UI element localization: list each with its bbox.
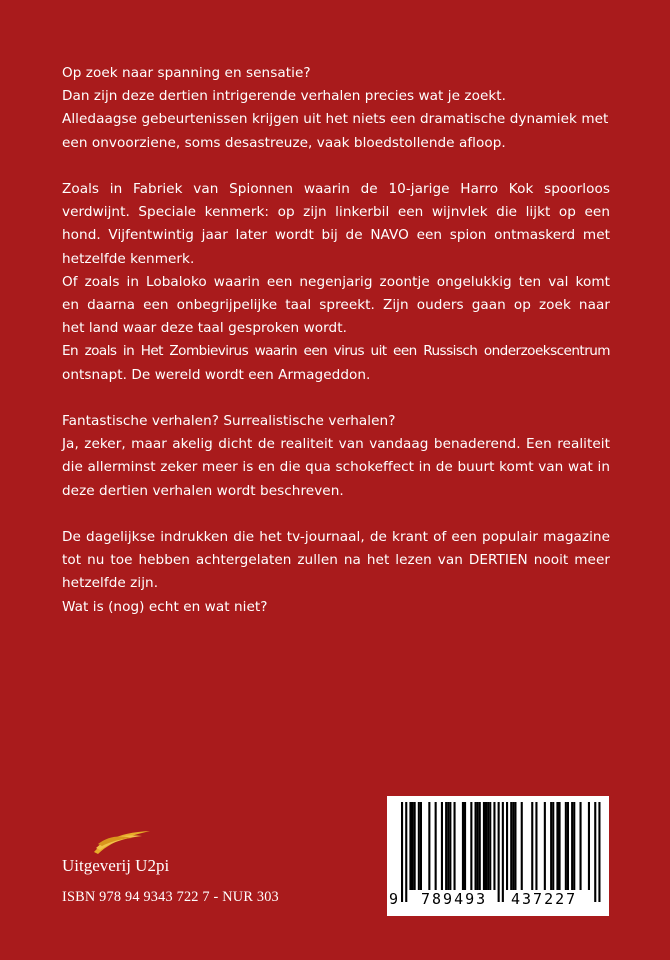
barcode-first-digit: 9 <box>389 890 399 908</box>
isbn-nur-line: ISBN 978 94 9343 722 7 - NUR 303 <box>62 889 279 905</box>
blurb-line: verdwijnt. Speciale kenmerk: op zijn linkerbil een wijnvlek die lijkt op een <box>62 204 610 221</box>
barcode-digits <box>387 890 609 912</box>
barcode-bar <box>485 802 487 890</box>
barcode-bar <box>412 802 414 890</box>
barcode-bar <box>514 802 516 890</box>
barcode-bar <box>498 802 500 902</box>
barcode-bar <box>479 802 481 890</box>
barcode-bar <box>475 802 477 890</box>
barcode-bar <box>470 802 472 890</box>
barcode-bar <box>405 802 407 902</box>
blurb-line: Ja, zeker, maar akelig dicht de realiteit van vandaag benaderend. Een realiteit <box>62 436 610 453</box>
barcode-bar <box>521 802 523 890</box>
barcode-bar <box>454 802 456 890</box>
barcode-bar <box>445 802 447 890</box>
barcode-bar <box>502 802 504 902</box>
blurb-line: Fantastische verhalen? Surrealistische verhalen? <box>62 413 396 430</box>
barcode-bar <box>598 802 600 902</box>
barcode-bar <box>493 802 495 890</box>
barcode-bar <box>489 802 491 890</box>
barcode-bar <box>464 802 466 890</box>
blurb-line: tot nu toe hebben achtergelaten zullen na het lezen van DERTIEN nooit meer <box>62 552 610 569</box>
blurb-paragraph-intro <box>62 62 610 155</box>
publisher-name: Uitgeverij U2pi <box>62 856 170 875</box>
barcode-bar <box>483 802 485 890</box>
barcode-bar <box>428 802 430 890</box>
ean-barcode <box>387 796 609 916</box>
blurb-line: die allerminst zeker meer is en die qua schokeffect in de buurt komt van wat in <box>62 459 610 476</box>
blurb-line: en daarna een onbegrijpelijke taal spreekt. Zijn ouders gaan op zoek naar <box>62 297 610 314</box>
barcode-bar <box>449 802 451 890</box>
barcode-bar <box>414 802 416 890</box>
blurb-line: En zoals in Het Zombievirus waarin een virus uit een Russisch onderzoekscentrum <box>62 343 610 360</box>
barcode-bar <box>531 802 533 890</box>
blurb-line: hond. Vijfentwintig jaar later wordt bij de NAVO een spion ontmaskerd met <box>62 227 610 244</box>
barcode-bar <box>409 802 411 890</box>
blurb-line: De dagelijkse indrukken die het tv-journaal, de krant of een populair magazine <box>62 529 610 546</box>
barcode-bar <box>512 802 514 890</box>
barcode-bar <box>535 802 537 890</box>
blurb-line: hetzelfde kenmerk. <box>62 250 195 267</box>
blurb-line: hetzelfde zijn. <box>62 575 159 592</box>
blurb-line: Of zoals in Lobaloko waarin een negenjarig zoontje ongelukkig ten val komt <box>62 273 610 290</box>
blurb-paragraph-examples <box>62 178 610 387</box>
barcode-bar <box>418 802 420 890</box>
blurb-line: Alledaagse gebeurtenissen krijgen uit het niets een dramatische dynamiek met <box>62 111 609 128</box>
blurb-line: deze dertien verhalen wordt beschreven. <box>62 482 344 499</box>
barcode-bar <box>565 802 567 890</box>
swoosh-logo-icon <box>92 828 152 856</box>
barcode-bar <box>550 802 552 890</box>
back-cover-blurb <box>62 62 610 642</box>
barcode-bar <box>435 802 437 890</box>
barcode-bar <box>420 802 422 890</box>
barcode-right-group: 437227 <box>511 890 578 908</box>
barcode-bar <box>487 802 489 890</box>
barcode-bar <box>441 802 443 890</box>
blurb-line: Op zoek naar spanning en sensatie? <box>62 65 311 81</box>
barcode-bar <box>559 802 561 890</box>
barcode-bar <box>573 802 575 890</box>
blurb-line: Dan zijn deze dertien intrigerende verhalen precies wat je zoekt. <box>62 88 507 105</box>
barcode-bar <box>552 802 554 890</box>
barcode-bar <box>588 802 590 890</box>
barcode-bar <box>462 802 464 890</box>
barcode-bar <box>477 802 479 890</box>
blurb-line: ontsnapt. De wereld wordt een Armageddon. <box>62 366 371 383</box>
barcode-bar <box>580 802 582 890</box>
barcode-bar <box>594 802 596 902</box>
blurb-line: Zoals in Fabriek van Spionnen waarin de 10-jarige Harro Kok spoorloos <box>62 181 610 197</box>
barcode-left-group: 789493 <box>421 890 488 908</box>
blurb-line: Wat is (nog) echt en wat niet? <box>62 598 268 615</box>
barcode-bar <box>510 802 512 890</box>
barcode-bar <box>571 802 573 890</box>
blurb-paragraph-closing <box>62 526 610 619</box>
barcode-bar <box>506 802 508 890</box>
blurb-line: het land waar deze taal gesproken wordt. <box>62 320 347 337</box>
blurb-paragraph-questions <box>62 410 610 503</box>
publisher-logo <box>62 828 262 875</box>
barcode-bar <box>447 802 449 890</box>
barcode-bar <box>567 802 569 890</box>
barcode-bar <box>544 802 546 890</box>
barcode-bar <box>401 802 403 902</box>
blurb-line: een onvoorziene, soms desastreuze, vaak bloedstollende afloop. <box>62 134 506 151</box>
barcode-bar <box>556 802 558 890</box>
